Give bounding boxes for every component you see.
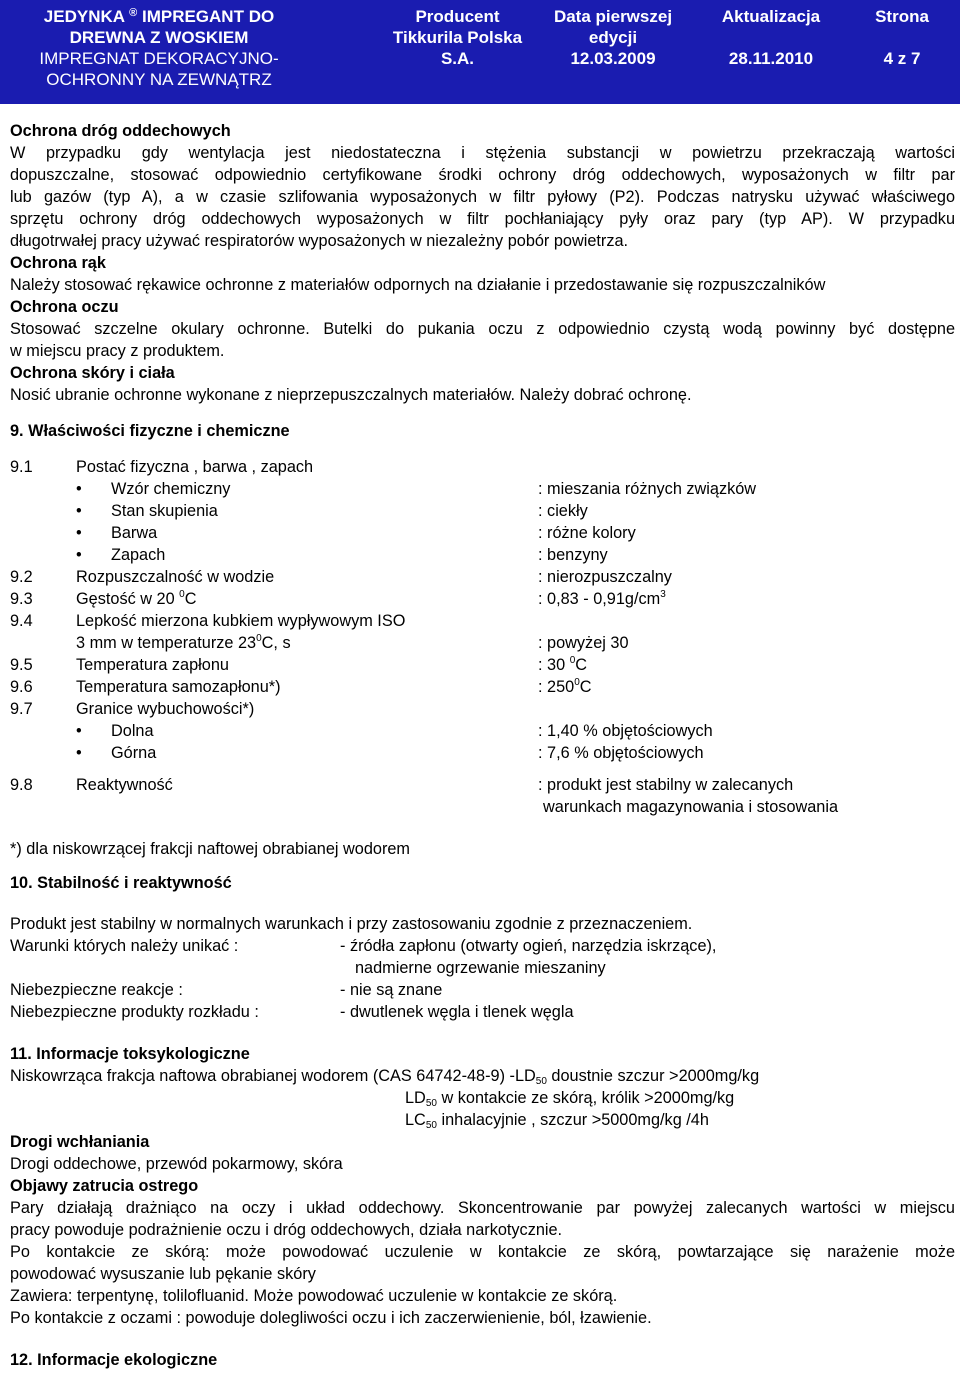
property-label: Barwa xyxy=(111,524,158,542)
routes-text: Drogi oddechowe, przewód pokarmowy, skóra xyxy=(10,1155,343,1173)
property-label: Zapach xyxy=(111,546,166,564)
toxicity-text: Niskowrząca frakcja naftowa obrabianej wodorem (CAS 64742-48-9) -LD xyxy=(10,1067,536,1085)
first-edition-cell xyxy=(548,6,678,69)
toxicity-line xyxy=(10,1065,955,1087)
routes-heading: Drogi wchłaniania xyxy=(10,1133,150,1151)
bullet-icon: • xyxy=(76,480,82,498)
bullet-icon: • xyxy=(76,722,82,740)
hand-protection-text: Należy stosować rękawice ochronne z materiałów odpornych na działanie i przedostawanie się rozpuszczalników xyxy=(10,276,826,294)
first-edition-date: 12.03.2009 xyxy=(570,49,656,68)
property-label: Górna xyxy=(111,744,157,762)
bullet-icon: • xyxy=(76,524,82,542)
stability-value: - dwutlenek węgla i tlenek węgla xyxy=(340,1003,574,1021)
property-row xyxy=(10,456,955,478)
toxicity-text: doustnie szczur >2000mg/kg xyxy=(546,1067,760,1085)
property-row-continued xyxy=(10,796,955,818)
property-number: 9.6 xyxy=(10,678,33,696)
bullet-icon: • xyxy=(76,744,82,762)
stability-key: Niebezpieczne produkty rozkładu : xyxy=(10,1003,259,1021)
stability-row xyxy=(10,979,955,1001)
page-number: 4 z 7 xyxy=(883,49,921,68)
lc-subscript: 50 xyxy=(425,1120,437,1131)
respiratory-text-4: sprzętu ochrony dróg oddechowych wyposażonych w filtr pochłaniający pyły oraz pary (typ AP). W przypadku xyxy=(10,210,955,228)
property-row xyxy=(10,610,955,632)
producer-name-2: S.A. xyxy=(440,49,475,68)
respiratory-text-1: W przypadku gdy wentylacja jest niedostateczna i stężenia substancji w powietrzu przekraczają wartości xyxy=(10,144,955,162)
hand-protection-heading: Ochrona rąk xyxy=(10,254,106,272)
property-number: 9.7 xyxy=(10,700,33,718)
title-line3: IMPREGNAT DEKORACYJNO- xyxy=(39,49,279,68)
symptoms-heading: Objawy zatrucia ostrego xyxy=(10,1177,199,1195)
page-label: Strona xyxy=(875,7,929,26)
ld-subscript: 50 xyxy=(425,1098,437,1109)
property-label xyxy=(76,632,291,654)
viscosity-unit: C, s xyxy=(261,634,291,652)
skin-protection-text: Nosić ubranie ochronne wykonane z nieprzepuszczalnych materiałów. Należy dobrać ochronę. xyxy=(10,386,692,404)
first-edition-label-2: edycji xyxy=(588,28,638,47)
property-number: 9.1 xyxy=(10,458,33,476)
density-value: : 0,83 - 0,91g/cm xyxy=(538,590,661,608)
stability-value: - nie są znane xyxy=(340,981,443,999)
symptoms-text-1: Pary działają drażniąco na oczy i układ oddechowy. Skoncentrowanie par powyżej zalecanych wartości w miejscu xyxy=(10,1199,955,1217)
toxicity-text: w kontakcie ze skórą, królik >2000mg/kg xyxy=(436,1089,735,1107)
property-value: : 7,6 % objętościowych xyxy=(538,744,704,762)
property-label: Granice wybuchowości*) xyxy=(76,700,255,718)
eye-protection-text-2: w miejscu pracy z produktem. xyxy=(10,342,225,360)
title-line4: OCHRONNY NA ZEWNĄTRZ xyxy=(46,70,272,89)
property-label: Temperatura samozapłonu*) xyxy=(76,678,281,696)
property-number: 9.5 xyxy=(10,656,33,674)
flash-point-value: : 30 xyxy=(538,656,570,674)
viscosity-label: 3 mm w temperaturze 23 xyxy=(76,634,257,652)
property-bullet-row xyxy=(10,522,955,544)
toxicity-text: inhalacyjnie , szczur >5000mg/kg /4h xyxy=(436,1111,709,1129)
update-label: Aktualizacja xyxy=(721,7,821,26)
property-row xyxy=(10,654,955,676)
bullet-icon: • xyxy=(76,546,82,564)
symptoms-text-4: powodować wysuszanie lub pękanie skóry xyxy=(10,1265,316,1283)
document-body xyxy=(10,120,955,1371)
toxicity-line xyxy=(10,1109,955,1131)
property-value: warunkach magazynowania i stosowania xyxy=(543,798,839,816)
density-label: Gęstość w 20 xyxy=(76,590,180,608)
density-unit: C xyxy=(184,590,197,608)
stability-intro: Produkt jest stabilny w normalnych warunkach i przy zastosowaniu zgodnie z przeznaczeniem. xyxy=(10,915,693,933)
property-value: : produkt jest stabilny w zalecanych xyxy=(538,776,794,794)
property-label: Stan skupienia xyxy=(111,502,218,520)
section-12-title: 12. Informacje ekologiczne xyxy=(10,1351,218,1369)
property-number: 9.4 xyxy=(10,612,33,630)
property-row-continued xyxy=(10,632,955,654)
producer-cell xyxy=(380,6,535,69)
property-label: Rozpuszczalność w wodzie xyxy=(76,568,275,586)
producer-name: Tikkurila Polska xyxy=(392,28,523,47)
footnote: *) dla niskowrzącej frakcji naftowej obrabianej wodorem xyxy=(10,840,410,858)
bullet-icon: • xyxy=(76,502,82,520)
property-value xyxy=(538,588,666,610)
property-number: 9.3 xyxy=(10,590,33,608)
symptoms-text-5: Zawiera: terpentynę, tolilofluanid. Może powodować uczulenie w kontakcie ze skórą. xyxy=(10,1287,618,1305)
ld-subscript: 50 xyxy=(535,1076,547,1087)
cubic-sup: 3 xyxy=(660,589,666,600)
toxicity-line xyxy=(10,1087,955,1109)
respiratory-text-2: dopuszczalne, stosować odpowiednio certyfikowane środki ochrony dróg oddechowych, wyposażonych w filtr par xyxy=(10,166,955,184)
stability-value: - źródła zapłonu (otwarty ogień, narzędzia iskrzące), xyxy=(340,937,717,955)
property-row xyxy=(10,698,955,720)
property-label: Postać fizyczna , barwa , zapach xyxy=(76,458,314,476)
respiratory-text-3: lub gazów (typ A), a w czasie szlifowania wyposażonych w filtr pyłowy (P2). Podczas natrysku używać właściwego xyxy=(10,188,955,206)
degree-sup: 0 xyxy=(569,655,576,666)
stability-row-continued xyxy=(10,957,955,979)
property-value: : różne kolory xyxy=(538,524,636,542)
flash-point-unit: C xyxy=(575,656,588,674)
property-bullet-row xyxy=(10,500,955,522)
degree-sup: 0 xyxy=(574,677,580,688)
title-line2: DREWNA Z WOSKIEM xyxy=(69,28,249,47)
stability-row xyxy=(10,935,955,957)
eye-protection-heading: Ochrona oczu xyxy=(10,298,119,316)
property-label xyxy=(76,588,197,610)
document-header xyxy=(0,0,960,104)
property-value xyxy=(538,676,592,698)
property-label: Lepkość mierzona kubkiem wypływowym ISO xyxy=(76,612,406,630)
symptoms-text-6: Po kontakcie z oczami : powoduje dolegliwości oczu i ich zaczerwienienie, ból, łzawienie. xyxy=(10,1309,652,1327)
page-cell xyxy=(848,6,956,69)
stability-value: nadmierne ogrzewanie mieszaniny xyxy=(355,959,606,977)
symptoms-text-3: Po kontakcie ze skórą: może powodować uczulenie w kontakcie ze skórą, powtarzające się narażenie może xyxy=(10,1243,955,1261)
title-line1b: IMPREGANT DO xyxy=(141,7,275,26)
eye-protection-text-1: Stosować szczelne okulary ochronne. Butelki do pukania oczu z odpowiednio czystą wodą powinny być dostępne xyxy=(10,320,955,338)
section-11-title: 11. Informacje toksykologiczne xyxy=(10,1045,250,1063)
property-bullet-row xyxy=(10,544,955,566)
registered-mark: ® xyxy=(129,7,138,19)
skin-protection-heading: Ochrona skóry i ciała xyxy=(10,364,175,382)
property-number: 9.8 xyxy=(10,776,33,794)
property-bullet-row xyxy=(10,742,955,764)
respiratory-heading: Ochrona dróg oddechowych xyxy=(10,122,231,140)
property-label: Temperatura zapłonu xyxy=(76,656,229,674)
property-row xyxy=(10,774,955,796)
property-row xyxy=(10,588,955,610)
stability-key: Niebezpieczne reakcje : xyxy=(10,981,183,999)
product-title xyxy=(0,6,318,90)
property-label: Wzór chemiczny xyxy=(111,480,231,498)
property-number: 9.2 xyxy=(10,568,33,586)
property-row xyxy=(10,566,955,588)
toxicity-text: LD xyxy=(405,1089,426,1107)
property-value: : nierozpuszczalny xyxy=(538,568,672,586)
property-value: : powyżej 30 xyxy=(538,634,629,652)
property-value: : ciekły xyxy=(538,502,588,520)
property-label: Dolna xyxy=(111,722,154,740)
property-value xyxy=(538,654,587,676)
respiratory-text-5: długotrwałej pracy używać respiratorów wyposażonych w niezależny pobór powietrza. xyxy=(10,232,629,250)
section-9-title: 9. Właściwości fizyczne i chemiczne xyxy=(10,422,290,440)
degree-sup: 0 xyxy=(256,633,262,644)
stability-key: Warunki których należy unikać : xyxy=(10,937,239,955)
stability-row xyxy=(10,1001,955,1023)
property-bullet-row xyxy=(10,720,955,742)
toxicity-text: LC xyxy=(405,1111,426,1129)
property-label: Reaktywność xyxy=(76,776,173,794)
property-value: : mieszania różnych związków xyxy=(538,480,757,498)
title-line1: JEDYNKA xyxy=(43,7,125,26)
section-10-title: 10. Stabilność i reaktywność xyxy=(10,874,232,892)
autoignition-value: : 250 xyxy=(538,678,575,696)
autoignition-unit: C xyxy=(579,678,592,696)
property-row xyxy=(10,676,955,698)
property-value: : benzyny xyxy=(538,546,608,564)
producer-label: Producent xyxy=(415,7,500,26)
first-edition-label: Data pierwszej xyxy=(553,7,673,26)
degree-sup: 0 xyxy=(179,589,185,600)
property-value: : 1,40 % objętościowych xyxy=(538,722,713,740)
update-cell xyxy=(704,6,838,69)
update-date: 28.11.2010 xyxy=(728,49,814,68)
symptoms-text-2: pracy powoduje podrażnienie oczu i dróg oddechowych, działa narkotycznie. xyxy=(10,1221,563,1239)
property-bullet-row xyxy=(10,478,955,500)
